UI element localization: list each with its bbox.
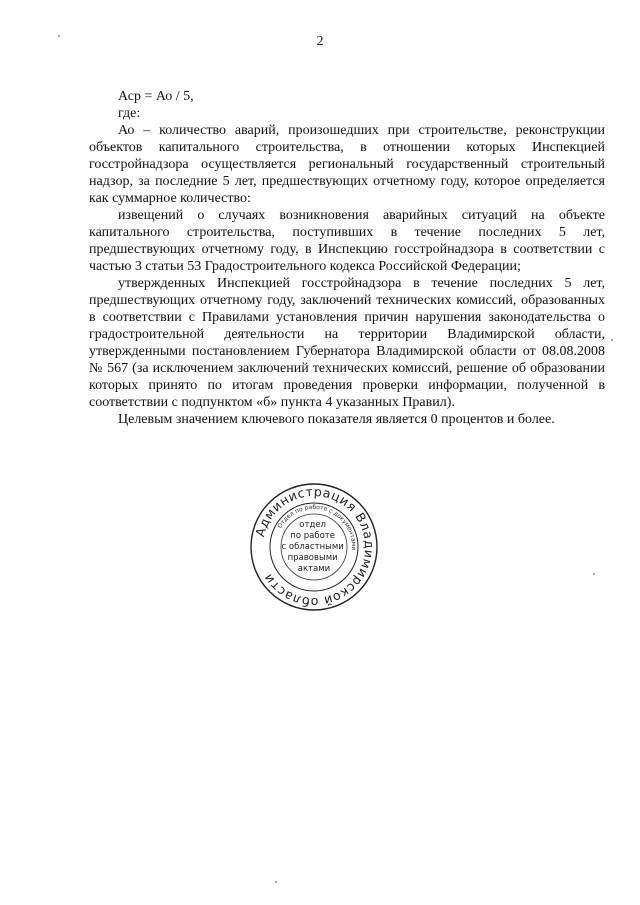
definition-paragraph: Ао – количество аварий, произошедших при строительстве, реконструкции объектов капитального строительства, в отношении которых Инспекцией госстройнадзора осуществляется региональный государственный строительный надзор, за последние 5 лет, предшествующих отчетному году, которое определяется как суммарное количество: xyxy=(89,123,605,206)
formula: Аср = Ао / 5, xyxy=(118,89,194,104)
list-item-conclusions: утвержденных Инспекцией госстройнадзора в течение последних 5 лет, предшествующих отчетному году, заключений технических комиссий, образованных в соответствии с Правилами установления причин нарушения законодательства о градостроительной деятельности на территории Владимирской области, утвержденными постановлением Губернатора Владимирской области от 08.08.2008 № 567 (за исключением заключений технических комиссий, решение об образовании которых принято по итогам проведения проверки информации, полученной в соответствии с подпунктом «б» пункта 4 указанных Правил). xyxy=(89,276,605,410)
official-stamp xyxy=(249,482,379,612)
list-item-notifications: извещений о случаях возникновения аварийных ситуаций на объекте капитального строительства, поступивших в течение последних 5 лет, предшествующих отчетному году, в Инспекцию госстройнадзора в соответствии с частью 3 статьи 53 Градостроительного кодекса Российской Федерации; xyxy=(89,208,605,274)
scan-speck xyxy=(275,881,277,883)
scan-speck xyxy=(593,573,595,575)
where-label: где: xyxy=(118,106,141,121)
stamp-outer-text: Администрация Владимирской области xyxy=(252,483,378,611)
document-body xyxy=(89,88,605,428)
stamp-center-text: отдел по работе с областными правовыми актами xyxy=(281,520,344,574)
scan-speck xyxy=(611,339,613,341)
target-value-paragraph: Целевым значением ключевого показателя является 0 процентов и более. xyxy=(118,412,555,427)
stamp-inner-text: Отдел по работе с документами xyxy=(276,503,358,551)
page-number: 2 xyxy=(316,34,324,49)
scan-speck xyxy=(58,35,60,37)
